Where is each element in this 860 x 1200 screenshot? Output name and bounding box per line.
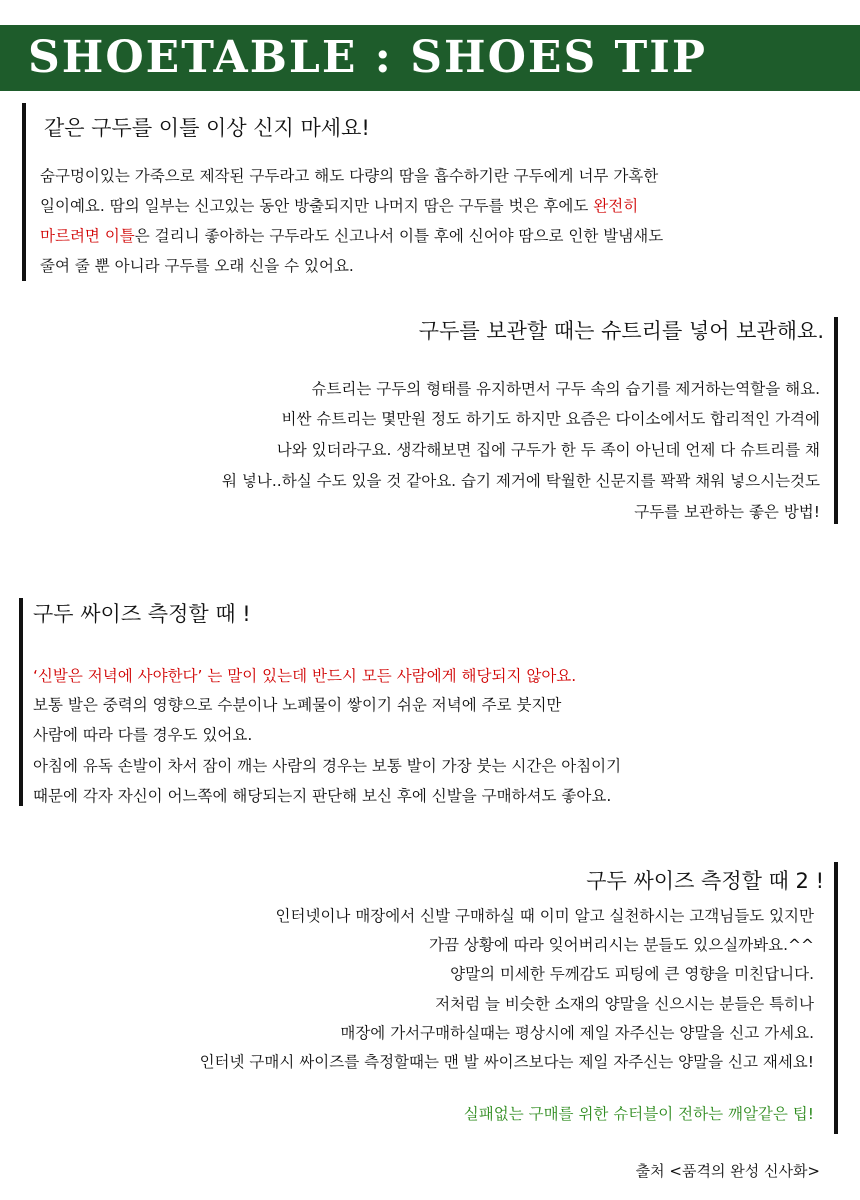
section-2-heading: 구두를 보관할 때는 슈트리를 넣어 보관해요.	[418, 319, 824, 343]
section-2-line-4: 워 넣나..하실 수도 있을 것 같아요. 습기 제거에 탁월한 신문지를 꽉꽉 채워 넣으시는것도	[222, 472, 820, 490]
section-1-line-2	[40, 194, 638, 216]
section-1-line-1: 숨구멍이있는 가죽으로 제작된 구두라고 해도 다량의 땀을 흡수하기란 구두에게 너무 가혹한	[40, 167, 659, 185]
section-4-body	[14, 904, 814, 1124]
section-2-line-1: 슈트리는 구두의 형태를 유지하면서 구두 속의 습기를 제거하는역할을 해요.	[311, 380, 820, 398]
section-4-line-1: 인터넷이나 매장에서 신발 구매하실 때 이미 알고 실천하시는 고객님들도 있지만	[275, 907, 814, 925]
section-3-bar	[19, 598, 23, 806]
section-2-bar	[834, 317, 838, 524]
section-4-heading: 구두 싸이즈 측정할 때 2 !	[586, 869, 824, 893]
section-3-line-2: 사람에 따라 다를 경우도 있어요.	[33, 726, 253, 744]
section-4-line-5: 매장에 가서구매하실때는 평상시에 제일 자주신는 양말을 신고 가세요.	[340, 1024, 814, 1042]
page-title: SHOETABLE : SHOES TIP	[28, 32, 707, 83]
section-2-line-2: 비싼 슈트리는 몇만원 정도 하기도 하지만 요즘은 다이소에서도 합리적인 가격에	[281, 410, 820, 428]
source-credit: 출처 <품격의 완성 신사화>	[635, 1162, 820, 1180]
section-1-line-4: 줄여 줄 뿐 아니라 구두를 오래 신을 수 있어요.	[40, 257, 354, 275]
title-banner	[0, 25, 860, 91]
section-4-bar	[834, 862, 838, 1134]
section-3-red-line: ‘신발은 저녁에 사야한다’ 는 말이 있는데 반드시 모든 사람에게 해당되지 않아요.	[33, 667, 577, 685]
section-4-line-2: 가끔 상황에 따라 잊어버리시는 분들도 있으실까봐요.^^	[429, 936, 814, 954]
section-1-red-text-b: 마르려면 이틀	[40, 227, 135, 245]
section-4-line-4: 저처럼 늘 비슷한 소재의 양말을 신으시는 분들은 특히나	[435, 995, 814, 1013]
section-2-line-3: 나와 있더라구요. 생각해보면 집에 구두가 한 두 족이 아닌데 언제 다 슈트리를 채	[276, 441, 820, 459]
section-3-line-1: 보통 발은 중력의 영향으로 수분이나 노폐물이 쌓이기 쉬운 저녁에 주로 붓지만	[33, 696, 562, 714]
section-3-heading: 구두 싸이즈 측정할 때 !	[33, 602, 251, 626]
section-1-bar	[22, 103, 26, 281]
section-2-body	[20, 377, 820, 527]
section-4-green-line: 실패없는 구매를 위한 슈터블이 전하는 깨알같은 팁!	[463, 1105, 814, 1123]
section-2-line-5: 구두를 보관하는 좋은 방법!	[634, 503, 820, 521]
section-3-line-3: 아침에 유독 손발이 차서 잠이 깨는 사람의 경우는 보통 발이 가장 붓는 시간은 아침이기	[33, 757, 622, 775]
section-4-line-3: 양말의 미세한 두께감도 피팅에 큰 영향을 미친답니다.	[450, 965, 814, 983]
section-1-line-3-text: 은 걸리니 좋아하는 구두라도 신고나서 이틀 후에 신어야 땀으로 인한 발냄새도	[134, 227, 664, 245]
section-3-line-4: 때문에 각자 자신이 어느쪽에 해당되는지 판단해 보신 후에 신발을 구매하셔도 좋아요.	[33, 787, 612, 805]
section-1-heading: 같은 구두를 이틀 이상 신지 마세요!	[44, 116, 370, 140]
section-1-line-3	[40, 224, 663, 246]
section-1-line-2-text: 일이예요. 땀의 일부는 신고있는 동안 방출되지만 나머지 땀은 구두를 벗은 후에도	[40, 197, 594, 215]
section-1-red-text-a: 완전히	[593, 197, 639, 215]
section-4-line-6: 인터넷 구매시 싸이즈를 측정할때는 맨 발 싸이즈보다는 제일 자주신는 양말을 신고 재세요!	[199, 1053, 814, 1071]
